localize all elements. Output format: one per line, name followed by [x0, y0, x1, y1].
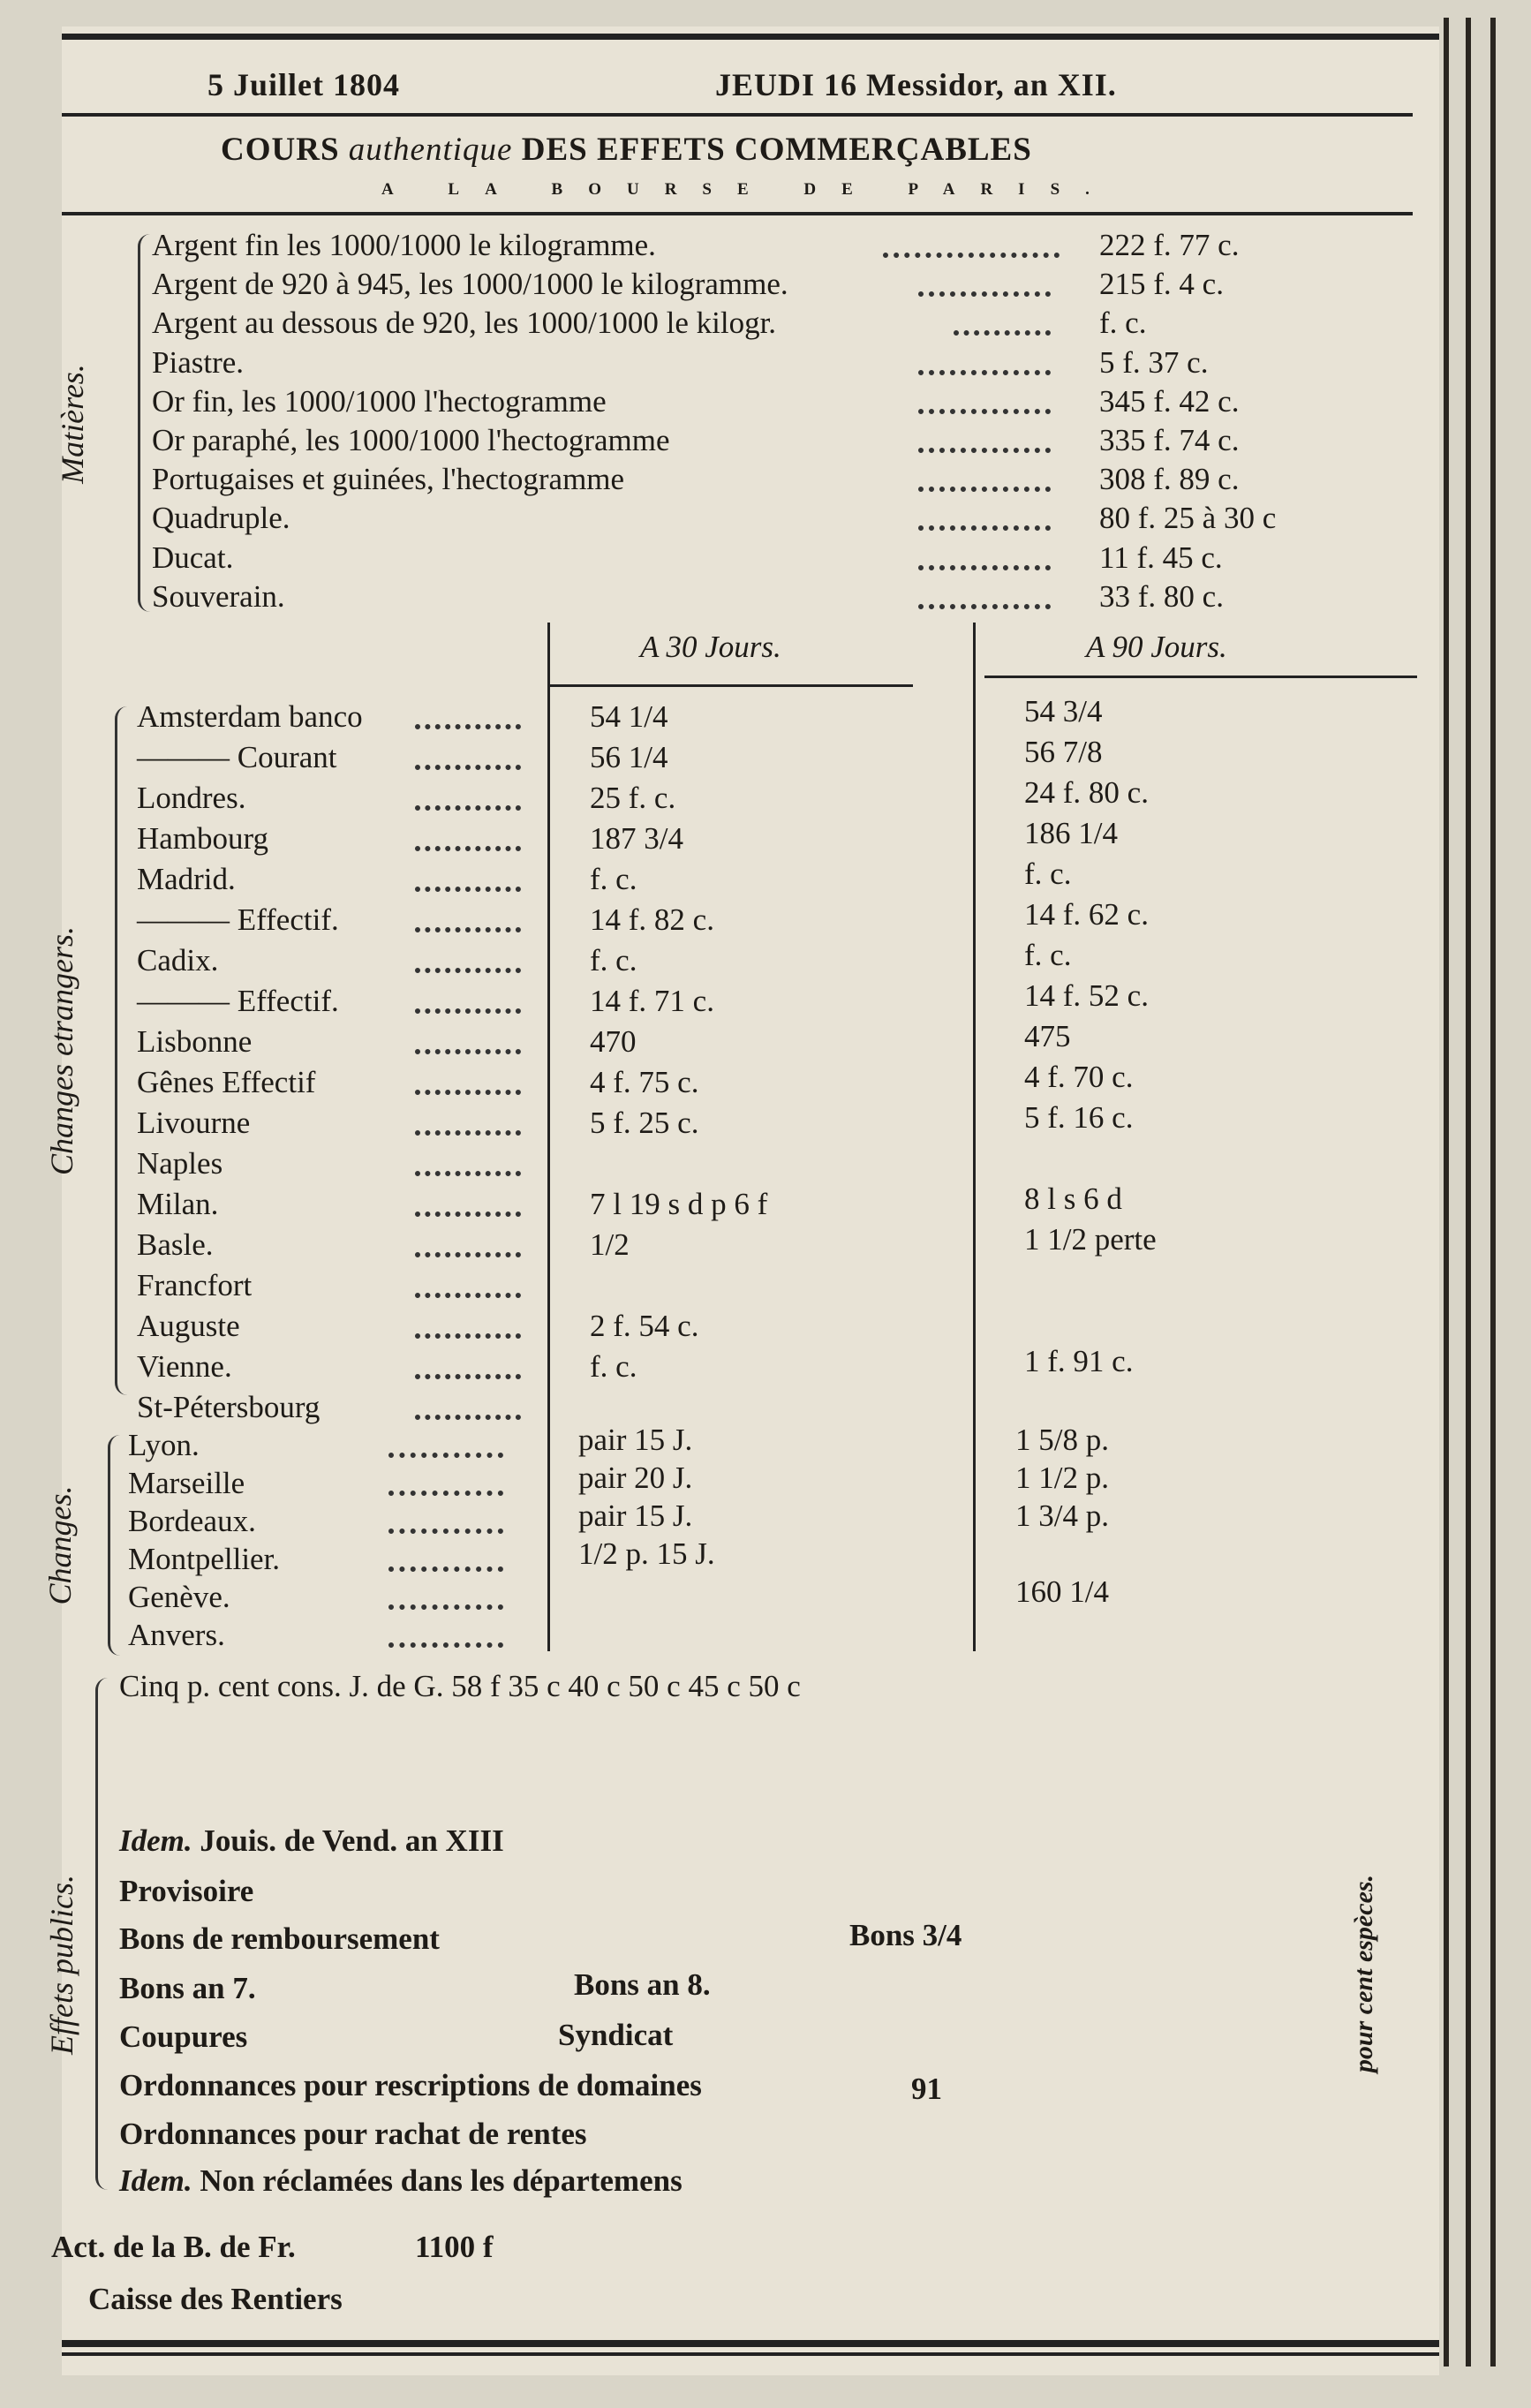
bons-remboursement-row: Bons de remboursement — [119, 1921, 440, 1956]
leader-dots — [954, 330, 1051, 336]
changes-etrangers-90: 186 1/4 — [1024, 816, 1118, 850]
changes-etrangers-90: 14 f. 52 c. — [1024, 978, 1149, 1013]
changes-etrangers-name: Hambourg — [137, 821, 269, 856]
leader-dots — [918, 487, 1051, 492]
changes-etrangers-30: 56 1/4 — [590, 740, 668, 774]
section-label-matieres: Matières. — [55, 364, 90, 484]
leader-dots — [415, 887, 521, 892]
leader-dots — [918, 604, 1051, 609]
idem-jouis-row: Idem. Jouis. de Vend. an XIII — [119, 1823, 504, 1858]
changes-etrangers-90: f. c. — [1024, 857, 1072, 891]
changes-etrangers-30: f. c. — [590, 1349, 637, 1384]
changes-etrangers-30: 7 l 19 s d p 6 f — [590, 1187, 768, 1221]
changes-etrangers-name: ——— Effectif. — [137, 984, 339, 1018]
matieres-name: Quadruple. — [152, 501, 290, 536]
brace-changes — [108, 1435, 124, 1656]
changes-etrangers-name: Francfort — [137, 1268, 253, 1302]
changes-name: Genève. — [128, 1580, 230, 1614]
syndicat: Syndicat — [558, 2018, 674, 2052]
leader-dots — [415, 1333, 521, 1339]
changes-etrangers-90: 8 l s 6 d — [1024, 1181, 1122, 1216]
changes-etrangers-name: ——— Courant — [137, 740, 337, 774]
changes-etrangers-30: 14 f. 71 c. — [590, 984, 714, 1018]
changes-etrangers-30: 2 f. 54 c. — [590, 1309, 699, 1343]
changes-etrangers-name: Londres. — [137, 781, 246, 815]
leader-dots — [415, 1130, 521, 1136]
changes-etrangers-30: 54 1/4 — [590, 699, 668, 734]
ordonnances-domaines-value: 91 — [911, 2072, 942, 2106]
leader-dots — [415, 724, 521, 729]
matieres-value: 11 f. 45 c. — [1099, 540, 1223, 575]
changes-etrangers-name: ——— Effectif. — [137, 902, 339, 937]
brace-effets-publics — [95, 1678, 112, 2190]
changes-90: 1 1/2 p. — [1015, 1461, 1109, 1495]
matieres-value: 33 f. 80 c. — [1099, 578, 1224, 614]
changes-30: pair 20 J. — [578, 1461, 693, 1495]
bons-an7: Bons an 7. — [119, 1971, 256, 2005]
changes-etrangers-30: 470 — [590, 1024, 637, 1059]
leader-dots — [388, 1491, 503, 1496]
idem-non-reclamees: Idem. Non réclamées dans les départemens — [119, 2163, 683, 2198]
changes-30: 1/2 p. 15 J. — [578, 1536, 715, 1571]
changes-30: pair 15 J. — [578, 1498, 693, 1533]
leader-dots — [388, 1642, 503, 1648]
leader-dots — [415, 1293, 521, 1298]
changes-etrangers-30: f. c. — [590, 943, 637, 978]
matieres-value: 215 f. 4 c. — [1099, 267, 1224, 302]
changes-etrangers-30: 5 f. 25 c. — [590, 1106, 699, 1140]
changes-etrangers-30: 25 f. c. — [590, 781, 676, 815]
changes-etrangers-name: Amsterdam banco — [137, 699, 363, 734]
page-edge — [1466, 18, 1471, 2366]
leader-dots — [415, 846, 521, 851]
changes-etrangers-90: 1 1/2 perte — [1024, 1222, 1157, 1257]
changes-etrangers-name: Auguste — [137, 1309, 240, 1343]
leader-dots — [918, 291, 1051, 297]
act-banque-value: 1100 f — [415, 2230, 494, 2264]
top-rule — [62, 34, 1439, 40]
matieres-value: f. c. — [1099, 306, 1147, 341]
changes-name: Bordeaux. — [128, 1504, 256, 1538]
section-label-effets-publics: Effets publics. — [44, 1875, 79, 2055]
matieres-name: Or fin, les 1000/1000 l'hectogramme — [152, 383, 607, 419]
changes-etrangers-name: Lisbonne — [137, 1024, 253, 1059]
leader-dots — [415, 1049, 521, 1054]
col90-rule — [984, 676, 1417, 678]
changes-etrangers-90: 475 — [1024, 1019, 1071, 1053]
matieres-value: 345 f. 42 c. — [1099, 383, 1240, 419]
column-header-90: A 90 Jours. — [1086, 630, 1227, 664]
provisoire-row: Provisoire — [119, 1874, 254, 1908]
bons-34: Bons 3/4 — [849, 1918, 962, 1952]
changes-etrangers-name: Gênes Effectif — [137, 1065, 316, 1099]
leader-dots — [918, 370, 1051, 375]
matieres-value: 80 f. 25 à 30 c — [1099, 501, 1277, 536]
changes-etrangers-30: f. c. — [590, 862, 637, 896]
matieres-name: Ducat. — [152, 540, 234, 575]
cinq-pcent-row: Cinq p. cent cons. J. de G. 58 f 35 c 40 c 50 c 45 c 50 c — [119, 1669, 801, 1703]
changes-etrangers-30: 1/2 — [590, 1227, 630, 1262]
changes-etrangers-90: 5 f. 16 c. — [1024, 1100, 1134, 1135]
changes-etrangers-name: St-Pétersbourg — [137, 1390, 321, 1424]
caisse-rentiers: Caisse des Rentiers — [88, 2282, 343, 2316]
leader-dots — [415, 968, 521, 973]
leader-dots — [388, 1566, 503, 1572]
title-rule — [62, 212, 1413, 215]
matieres-name: Argent de 920 à 945, les 1000/1000 le kilogramme. — [152, 267, 788, 302]
matieres-value: 308 f. 89 c. — [1099, 462, 1240, 497]
leader-dots — [388, 1529, 503, 1534]
changes-etrangers-90: 54 3/4 — [1024, 694, 1103, 728]
changes-90: 1 5/8 p. — [1015, 1423, 1109, 1457]
coupures: Coupures — [119, 2019, 248, 2054]
matieres-value: 335 f. 74 c. — [1099, 423, 1240, 457]
bottom-rule-2 — [62, 2352, 1439, 2356]
changes-etrangers-name: Livourne — [137, 1106, 251, 1140]
section-label-changes: Changes. — [42, 1485, 78, 1605]
header-day: JEUDI 16 Messidor, an XII. — [715, 67, 1117, 102]
matieres-name: Piastre. — [152, 344, 245, 380]
leader-dots — [415, 1374, 521, 1379]
leader-dots — [388, 1453, 503, 1458]
changes-etrangers-name: Cadix. — [137, 943, 219, 978]
leader-dots — [883, 253, 1060, 258]
page-edge — [1490, 18, 1496, 2366]
changes-etrangers-90: 1 f. 91 c. — [1024, 1344, 1134, 1378]
changes-30: pair 15 J. — [578, 1423, 693, 1457]
changes-90: 1 3/4 p. — [1015, 1498, 1109, 1533]
act-banque-label: Act. de la B. de Fr. — [51, 2230, 296, 2264]
changes-etrangers-name: Naples — [137, 1146, 223, 1181]
page-title: COURS authentique DES EFFETS COMMERÇABLES — [221, 132, 1032, 168]
leader-dots — [918, 565, 1051, 570]
ordonnances-domaines: Ordonnances pour rescriptions de domaines — [119, 2068, 702, 2102]
leader-dots — [415, 1252, 521, 1257]
changes-etrangers-name: Vienne. — [137, 1349, 232, 1384]
matieres-value: 222 f. 77 c. — [1099, 228, 1240, 262]
header-date: 5 Juillet 1804 — [207, 67, 400, 102]
changes-90: 160 1/4 — [1015, 1574, 1109, 1609]
column-divider-30 — [547, 623, 550, 1651]
page-subtitle: A LA BOURSE DE PARIS. — [381, 180, 1115, 199]
matieres-name: Argent fin les 1000/1000 le kilogramme. — [152, 228, 656, 262]
changes-name: Lyon. — [128, 1428, 200, 1462]
matieres-name: Or paraphé, les 1000/1000 l'hectogramme — [152, 423, 670, 457]
bons-an8: Bons an 8. — [574, 1967, 711, 2002]
matieres-value: 5 f. 37 c. — [1099, 344, 1209, 380]
changes-etrangers-30: 4 f. 75 c. — [590, 1065, 699, 1099]
changes-name: Anvers. — [128, 1618, 225, 1652]
leader-dots — [918, 525, 1051, 531]
ordonnances-rentes: Ordonnances pour rachat de rentes — [119, 2117, 587, 2151]
brace-changes-etrangers — [115, 706, 132, 1395]
leader-dots — [415, 1415, 521, 1420]
leader-dots — [415, 1090, 521, 1095]
matieres-name: Souverain. — [152, 578, 285, 614]
changes-etrangers-90: 14 f. 62 c. — [1024, 897, 1149, 932]
leader-dots — [918, 448, 1051, 453]
matieres-name: Portugaises et guinées, l'hectogramme — [152, 462, 625, 497]
changes-etrangers-name: Basle. — [137, 1227, 214, 1262]
leader-dots — [415, 927, 521, 932]
side-note-pour-cent: pour cent espèces. — [1349, 1874, 1378, 2073]
column-divider-90 — [973, 623, 976, 1651]
matieres-name: Argent au dessous de 920, les 1000/1000 le kilogr. — [152, 306, 777, 341]
leader-dots — [918, 409, 1051, 414]
column-header-30: A 30 Jours. — [640, 630, 781, 664]
section-label-changes-etrangers: Changes etrangers. — [44, 926, 79, 1175]
changes-etrangers-90: 4 f. 70 c. — [1024, 1060, 1134, 1094]
leader-dots — [415, 765, 521, 770]
leader-dots — [415, 1008, 521, 1014]
changes-etrangers-30: 14 f. 82 c. — [590, 902, 714, 937]
leader-dots — [415, 1171, 521, 1176]
leader-dots — [415, 1212, 521, 1217]
changes-etrangers-name: Milan. — [137, 1187, 219, 1221]
page-edge — [1444, 18, 1449, 2366]
changes-etrangers-30: 187 3/4 — [590, 821, 683, 856]
changes-name: Marseille — [128, 1466, 245, 1500]
bottom-rule — [62, 2340, 1439, 2347]
col30-rule — [549, 684, 913, 687]
header-rule — [62, 113, 1413, 117]
changes-name: Montpellier. — [128, 1542, 281, 1576]
changes-etrangers-name: Madrid. — [137, 862, 236, 896]
changes-etrangers-90: f. c. — [1024, 938, 1072, 972]
leader-dots — [388, 1604, 503, 1610]
changes-etrangers-90: 56 7/8 — [1024, 735, 1103, 769]
changes-etrangers-90: 24 f. 80 c. — [1024, 775, 1149, 810]
leader-dots — [415, 805, 521, 811]
